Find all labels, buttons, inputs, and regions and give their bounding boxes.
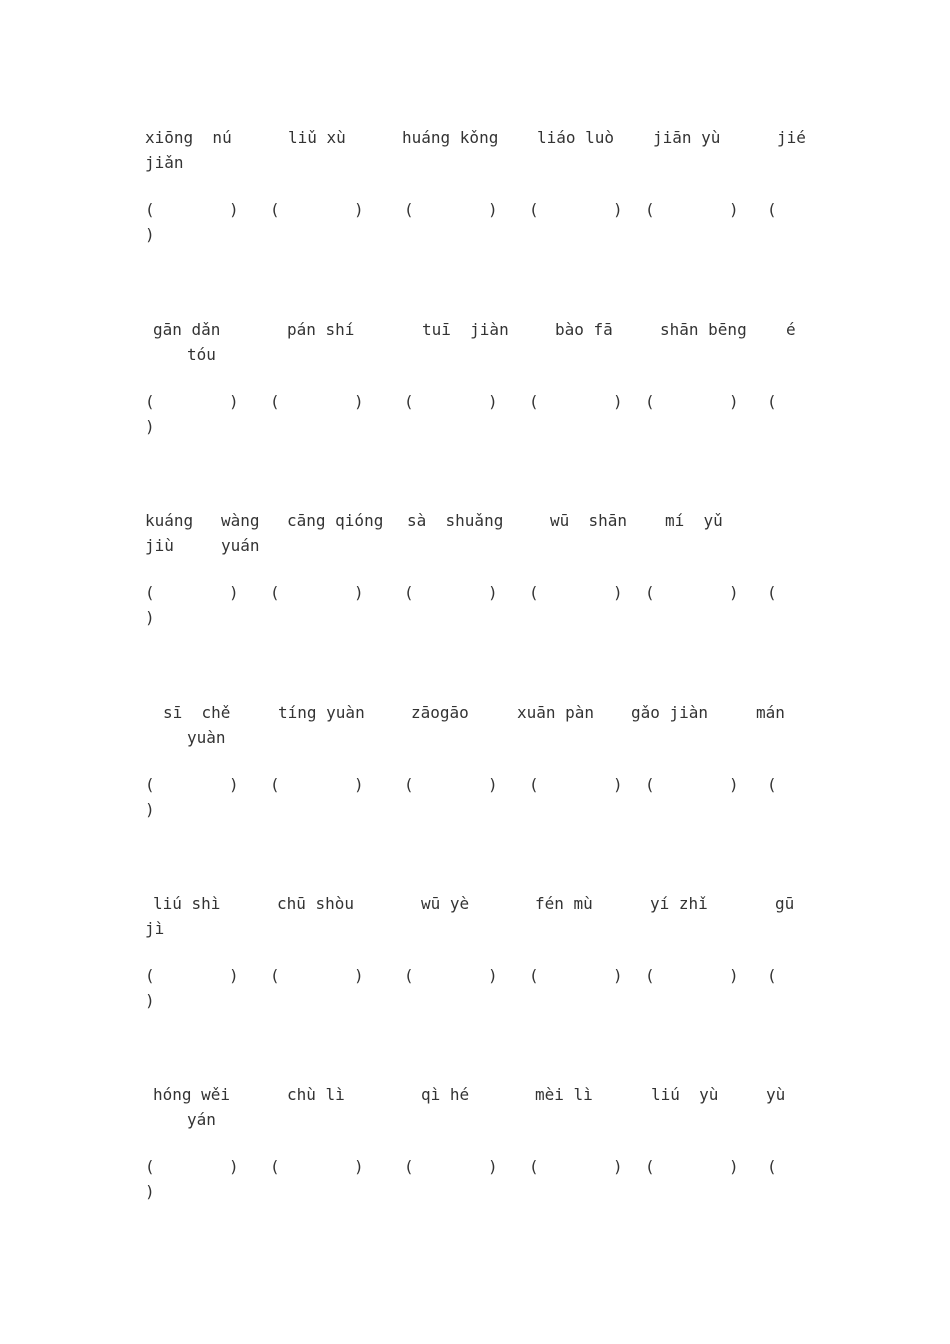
pinyin-line-wrap <box>145 342 825 367</box>
pinyin-word: tóu <box>187 345 216 364</box>
pinyin-word: liú yù <box>651 1085 719 1104</box>
answer-blank-close-paren: ) <box>145 800 155 819</box>
answer-blank-open-paren[interactable]: ( <box>767 966 777 985</box>
pinyin-word: hóng wěi <box>153 1085 231 1104</box>
answer-blank-open-paren[interactable]: ( <box>145 966 155 985</box>
pinyin-line <box>145 1082 825 1107</box>
pinyin-word: xiōng nú <box>145 128 232 147</box>
pinyin-word: jì <box>145 919 165 938</box>
pinyin-word: liú shì <box>153 894 221 913</box>
answer-blank-open-paren[interactable]: ( <box>145 392 155 411</box>
answer-blank-open-paren[interactable]: ( <box>767 583 777 602</box>
pinyin-word: yuán <box>221 536 260 555</box>
answer-blank-close-paren: ) <box>354 200 364 219</box>
answer-blank-open-paren[interactable]: ( <box>270 392 280 411</box>
answer-blank-open-paren[interactable]: ( <box>767 200 777 219</box>
answer-blank-open-paren[interactable]: ( <box>645 200 655 219</box>
answer-blank-close-paren: ) <box>229 200 239 219</box>
answer-blanks-line-wrap <box>145 222 825 247</box>
answer-blanks-line <box>145 963 825 988</box>
answer-blank-open-paren[interactable]: ( <box>645 775 655 794</box>
pinyin-word: tuī jiàn <box>422 320 509 339</box>
answer-blank-close-paren: ) <box>613 1157 623 1176</box>
answer-blank-close-paren: ) <box>613 583 623 602</box>
pinyin-exercise-group <box>145 317 825 439</box>
answer-blank-close-paren: ) <box>613 775 623 794</box>
pinyin-word: mèi lì <box>535 1085 593 1104</box>
answer-blank-open-paren[interactable]: ( <box>404 200 414 219</box>
answer-blank-open-paren[interactable]: ( <box>270 775 280 794</box>
pinyin-word: liáo luò <box>537 128 615 147</box>
pinyin-line-wrap <box>145 1107 825 1132</box>
answer-blanks-line <box>145 389 825 414</box>
answer-blank-open-paren[interactable]: ( <box>645 583 655 602</box>
answer-blank-close-paren: ) <box>229 966 239 985</box>
pinyin-word: huáng kǒng <box>402 128 499 147</box>
answer-blank-close-paren: ) <box>488 583 498 602</box>
pinyin-word: kuáng <box>145 511 194 530</box>
answer-blank-open-paren[interactable]: ( <box>645 1157 655 1176</box>
pinyin-word: wū shān <box>550 511 628 530</box>
pinyin-exercise-group <box>145 125 825 247</box>
answer-blank-close-paren: ) <box>354 392 364 411</box>
answer-blank-open-paren[interactable]: ( <box>404 583 414 602</box>
answer-blank-close-paren: ) <box>229 1157 239 1176</box>
answer-blank-close-paren: ) <box>488 775 498 794</box>
answer-blank-close-paren: ) <box>229 392 239 411</box>
pinyin-exercise-group <box>145 700 825 822</box>
pinyin-word: mí yǔ <box>665 511 723 530</box>
pinyin-line-wrap <box>145 725 825 750</box>
answer-blanks-line <box>145 772 825 797</box>
answer-blanks-line-wrap <box>145 797 825 822</box>
pinyin-word: mán <box>756 703 785 722</box>
answer-blank-open-paren[interactable]: ( <box>529 200 539 219</box>
pinyin-word: chū shòu <box>277 894 355 913</box>
answer-blanks-line <box>145 197 825 222</box>
answer-blank-close-paren: ) <box>354 966 364 985</box>
answer-blank-close-paren: ) <box>145 417 155 436</box>
pinyin-word: bào fā <box>555 320 613 339</box>
pinyin-word: jiān yù <box>653 128 721 147</box>
pinyin-word: jié <box>777 128 806 147</box>
answer-blank-open-paren[interactable]: ( <box>145 200 155 219</box>
pinyin-exercise-group <box>145 1082 825 1204</box>
pinyin-word: yuàn <box>187 728 226 747</box>
answer-blank-open-paren[interactable]: ( <box>404 1157 414 1176</box>
answer-blank-open-paren[interactable]: ( <box>145 583 155 602</box>
pinyin-word: shān bēng <box>660 320 747 339</box>
pinyin-exercise-group <box>145 891 825 1013</box>
answer-blank-close-paren: ) <box>729 775 739 794</box>
pinyin-word: gū <box>775 894 795 913</box>
answer-blanks-line <box>145 580 825 605</box>
pinyin-word: wàng <box>221 511 260 530</box>
answer-blank-close-paren: ) <box>229 583 239 602</box>
answer-blank-open-paren[interactable]: ( <box>529 1157 539 1176</box>
answer-blank-open-paren[interactable]: ( <box>529 966 539 985</box>
answer-blanks-line-wrap <box>145 1179 825 1204</box>
pinyin-line-wrap <box>145 533 825 558</box>
answer-blank-close-paren: ) <box>488 392 498 411</box>
answer-blank-close-paren: ) <box>145 608 155 627</box>
pinyin-word: gān dǎn <box>153 320 221 339</box>
pinyin-word: liǔ xù <box>288 128 346 147</box>
pinyin-word: jiù <box>145 536 174 555</box>
answer-blank-open-paren[interactable]: ( <box>529 392 539 411</box>
answer-blank-open-paren[interactable]: ( <box>270 966 280 985</box>
pinyin-word: yí zhǐ <box>650 894 708 913</box>
answer-blank-open-paren[interactable]: ( <box>270 200 280 219</box>
answer-blank-close-paren: ) <box>729 1157 739 1176</box>
pinyin-line <box>145 317 825 342</box>
pinyin-word: yù <box>766 1085 786 1104</box>
pinyin-word: xuān pàn <box>517 703 595 722</box>
answer-blank-open-paren[interactable]: ( <box>270 583 280 602</box>
pinyin-word: cāng qióng <box>287 511 384 530</box>
pinyin-word: zāogāo <box>411 703 469 722</box>
answer-blank-close-paren: ) <box>729 583 739 602</box>
answer-blank-close-paren: ) <box>488 200 498 219</box>
answer-blank-open-paren[interactable]: ( <box>529 775 539 794</box>
pinyin-word: fén mù <box>535 894 593 913</box>
pinyin-word: gǎo jiàn <box>631 703 709 722</box>
answer-blank-close-paren: ) <box>729 392 739 411</box>
answer-blank-close-paren: ) <box>613 200 623 219</box>
answer-blank-close-paren: ) <box>729 966 739 985</box>
answer-blank-open-paren[interactable]: ( <box>404 966 414 985</box>
pinyin-word: tíng yuàn <box>278 703 365 722</box>
pinyin-word: qì hé <box>421 1085 470 1104</box>
answer-blank-open-paren[interactable]: ( <box>145 775 155 794</box>
answer-blank-close-paren: ) <box>354 1157 364 1176</box>
answer-blank-open-paren[interactable]: ( <box>767 392 777 411</box>
answer-blank-open-paren[interactable]: ( <box>145 1157 155 1176</box>
pinyin-word: chù lì <box>287 1085 345 1104</box>
answer-blank-close-paren: ) <box>145 1182 155 1201</box>
answer-blank-close-paren: ) <box>145 991 155 1010</box>
answer-blank-close-paren: ) <box>488 966 498 985</box>
answer-blank-close-paren: ) <box>229 775 239 794</box>
answer-blank-close-paren: ) <box>729 200 739 219</box>
answer-blank-close-paren: ) <box>488 1157 498 1176</box>
pinyin-word: sà shuǎng <box>407 511 504 530</box>
answer-blank-close-paren: ) <box>354 583 364 602</box>
pinyin-word: jiǎn <box>145 153 184 172</box>
answer-blank-open-paren[interactable]: ( <box>404 392 414 411</box>
answer-blanks-line <box>145 1154 825 1179</box>
answer-blank-close-paren: ) <box>145 225 155 244</box>
pinyin-word: yán <box>187 1110 216 1129</box>
answer-blank-open-paren[interactable]: ( <box>529 583 539 602</box>
pinyin-exercise-group <box>145 508 825 630</box>
pinyin-line <box>145 125 825 150</box>
pinyin-line-wrap <box>145 916 825 941</box>
pinyin-word: wū yè <box>421 894 470 913</box>
answer-blank-close-paren: ) <box>613 966 623 985</box>
answer-blanks-line-wrap <box>145 414 825 439</box>
answer-blank-open-paren[interactable]: ( <box>270 1157 280 1176</box>
answer-blanks-line-wrap <box>145 988 825 1013</box>
answer-blank-open-paren[interactable]: ( <box>404 775 414 794</box>
answer-blank-open-paren[interactable]: ( <box>645 392 655 411</box>
answer-blank-open-paren[interactable]: ( <box>767 1157 777 1176</box>
pinyin-line <box>145 891 825 916</box>
pinyin-word: é <box>786 320 796 339</box>
answer-blank-close-paren: ) <box>613 392 623 411</box>
pinyin-word: sī chě <box>163 703 231 722</box>
answer-blank-close-paren: ) <box>354 775 364 794</box>
pinyin-line <box>145 508 825 533</box>
pinyin-word: pán shí <box>287 320 355 339</box>
pinyin-line-wrap <box>145 150 825 175</box>
pinyin-line <box>145 700 825 725</box>
answer-blank-open-paren[interactable]: ( <box>767 775 777 794</box>
answer-blanks-line-wrap <box>145 605 825 630</box>
answer-blank-open-paren[interactable]: ( <box>645 966 655 985</box>
